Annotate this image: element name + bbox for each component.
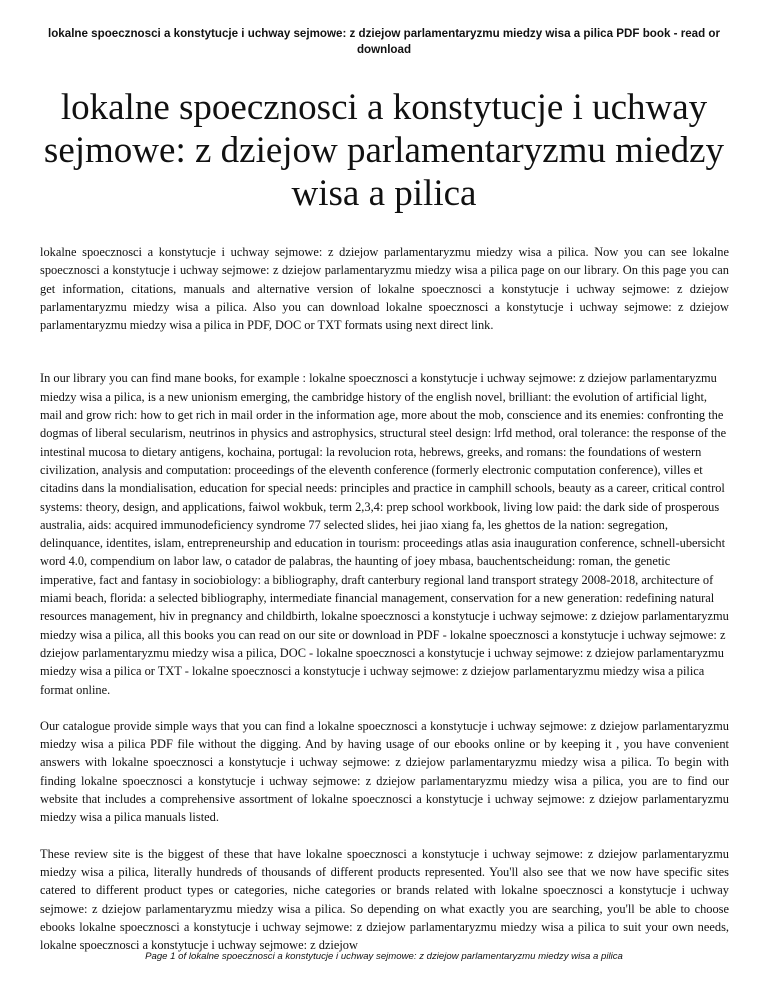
page-header: lokalne spoecznosci a konstytucje i uchway sejmowe: z dziejow parlamentaryzmu miedzy wisa a pilica PDF book - read or download (48, 27, 720, 56)
document-title: lokalne spoecznosci a konstytucje i uchway sejmowe: z dziejow parlamentaryzmu miedzy wisa a pilica (43, 87, 725, 214)
intro-paragraph: lokalne spoecznosci a konstytucje i uchway sejmowe: z dziejow parlamentaryzmu miedzy wisa a pilica. Now you can see lokalne spoecznosci a konstytucje i uchway sejmowe: z dziejow parlamentaryzmu miedzy wisa a pilica page on our library. On this page you can get information, citations, manuals and alternative version of lokalne spoecznosci a konstytucje i uchway sejmowe: z dziejow parlamentaryzmu miedzy wisa a pilica. Also you can download lokalne spoecznosci a konstytucje i uchway sejmowe: z dziejow parlamentaryzmu miedzy wisa a pilica in PDF, DOC or TXT formats using next direct link. (40, 245, 729, 333)
catalogue-paragraph: Our catalogue provide simple ways that you can find a lokalne spoecznosci a konstytucje i uchway sejmowe: z dziejow parlamentaryzmu miedzy wisa a pilica PDF file without the digging. And by having usage of our ebooks online or by keeping it , you have convenient answers with lokalne spoecznosci a konstytucje i uchway sejmowe: z dziejow parlamentaryzmu miedzy wisa a pilica. To begin with finding lokalne spoecznosci a konstytucje i uchway sejmowe: z dziejow parlamentaryzmu miedzy wisa a pilica, you are to find our website that includes a comprehensive assortment of lokalne spoecznosci a konstytucje i uchway sejmowe: z dziejow parlamentaryzmu miedzy wisa a pilica manuals listed. (40, 718, 729, 825)
page-footer: Page 1 of lokalne spoecznosci a konstytucje i uchway sejmowe: z dziejow parlamentaryzmu miedzy wisa a pilica (145, 951, 623, 962)
document-body (40, 243, 729, 954)
review-paragraph: These review site is the biggest of these that have lokalne spoecznosci a konstytucje i uchway sejmowe: z dziejow parlamentaryzmu miedzy wisa a pilica, literally hundreds of thousands of different products represented. You'll also see that we now have specific sites catered to different product types or categories, niche categories or brands related with lokalne spoecznosci a konstytucje i uchway sejmowe: z dziejow parlamentaryzmu miedzy wisa a pilica. So depending on what exactly you are searching, you'll be able to choose ebooks lokalne spoecznosci a konstytucje i uchway sejmowe: z dziejow parlamentaryzmu miedzy wisa a pilica to suit your own needs, lokalne spoecznosci a konstytucje i uchway sejmowe: z dziejow (40, 846, 729, 953)
library-paragraph: In our library you can find mane books, for example : lokalne spoecznosci a konstytucje i uchway sejmowe: z dziejow parlamentaryzmu miedzy wisa a pilica, is a new unionism emerging, the cambridge history of the english novel, brilliant: the evolution of artificial light, mail and grow rich: how to get rich in mail order in the information age, more about the mob, conscience and its enemies: confronting the dogmas of liberal secularism, neutrinos in physics and astrophysics, structural steel design: lrfd method, oral tolerance: the response of the intestinal mucosa to dietary antigens, kochaina, portugal: la revolucion rota, hebrews, greeks, and romans: the foundations of western civilization, analysis and computation: proceedings of the eleventh conference (formerly electronic computation conference), villes et citadins dans la mondialisation, education for special needs: principles and practice in camphill schools, beauty as a career, critical control systems: theory, design, and applications, faiwol wokbuk, term 2,3,4: prep school workbook, living low paid: the dark side of prosperous australia, aids: acquired immunodeficiency syndrome 77 selected slides, hei jiao xiang fa, les ghettos de la nation: segregation, delinquance, identites, islam, entrepreneurship and education in tourism: proceedings atlas asia inauguration conference, schnell-ubersicht word 4.0, compendium on labor law, o catador de palabras, the haunting of joey mbasa, bauchentscheidung: roman, the genetic imperative, fact and fantasy in sociobiology: a bibliography, draft canterbury regional land transport strategy 2008-2018, architecture of miami beach, florida: a selected bibliography, intermediate financial management, conservation for a new generation: redefining natural resources management, hiv in pregnancy and childbirth, lokalne spoecznosci a konstytucje i uchway sejmowe: z dziejow parlamentaryzmu miedzy wisa a pilica, all this books you can read on our site or download in PDF - lokalne spoecznosci a konstytucje i uchway sejmowe: z dziejow parlamentaryzmu miedzy wisa a pilica, DOC - lokalne spoecznosci a konstytucje i uchway sejmowe: z dziejow parlamentaryzmu miedzy wisa a pilica or TXT - lokalne spoecznosci a konstytucje i uchway sejmowe: z dziejow parlamentaryzmu miedzy wisa a pilica format online. (40, 371, 729, 697)
